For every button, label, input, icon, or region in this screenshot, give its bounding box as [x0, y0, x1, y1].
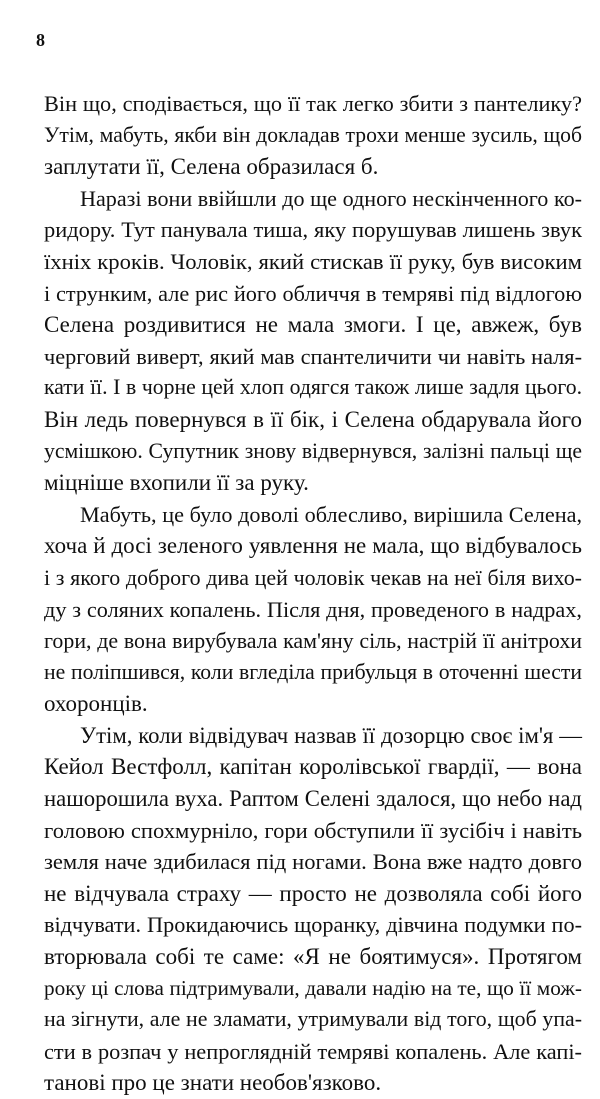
- text-line: танові про це знати необов'язково.: [44, 1070, 382, 1096]
- paragraph: [44, 183, 582, 499]
- text-line: ридору. Тут панувала тиша, яку порушував лишень звук: [44, 217, 582, 243]
- text-line: заплутати її, Селена образилася б.: [44, 154, 379, 180]
- text-line: на зігнути, але не зламати, утримували від того, щоб упа-: [44, 1007, 582, 1032]
- text-line: року ці слова підтримували, давали надію на те, що її мож-: [44, 975, 582, 1000]
- text-line: Утім, коли відвідувач назвав її дозорцю своє ім'я —: [80, 722, 582, 748]
- text-line: не відчувала страху — просто не дозволяла собі його: [44, 880, 582, 906]
- text-line: їхніх кроків. Чоловік, який стискав її руку, був високим: [44, 248, 582, 274]
- text-line: сти в розпач у непроглядній темряві копалень. Але капі-: [44, 1038, 582, 1064]
- text-line: і з якого доброго дива цей чоловік чекав на неї біля вихо-: [44, 564, 582, 590]
- text-line: нашорошила вуха. Раптом Селені здалося, що небо над: [44, 786, 582, 812]
- paragraph: [44, 499, 582, 720]
- body-text: [44, 88, 582, 1099]
- text-line: Він ледь повернувся в її бік, і Селена обдарувала його: [44, 406, 582, 432]
- text-line: усмішкою. Супутник знову відвернувся, залізні пальці ще: [44, 438, 582, 463]
- text-line: Мабуть, це було доволі облесливо, вирішила Селена,: [80, 501, 582, 527]
- text-line: Наразі вони ввійшли до ще одного нескінченного ко-: [80, 185, 582, 211]
- text-line: охоронців.: [44, 691, 148, 717]
- text-line: міцніше вхопили її за руку.: [44, 470, 309, 496]
- text-line: відчувати. Прокидаючись щоранку, дівчина подумки по-: [44, 912, 582, 938]
- text-line: черговий виверт, який мав спантеличити чи навіть наля-: [44, 343, 582, 369]
- text-line: вторювала собі те саме: «Я не боятимуся». Протягом: [44, 944, 582, 970]
- text-line: кати її. І в чорне цей хлоп одягся також лише задля цього.: [44, 375, 582, 400]
- text-line: Селена роздивитися не мала змоги. І це, авжеж, був: [44, 312, 582, 338]
- text-line: головою спохмурніло, гори обступили її зусібіч і навіть: [44, 817, 582, 843]
- text-line: хоча й досі зеленого уявлення не мала, що відбувалось: [44, 533, 582, 559]
- text-line: Утім, мабуть, якби він докладав трохи менше зусиль, щоб: [44, 122, 582, 147]
- text-line: Він що, сподівається, що її так легко збити з пантелику?: [44, 91, 582, 116]
- text-line: не поліпшився, коли вгледіла прибульця в оточенні шести: [44, 659, 582, 684]
- text-line: ду з соляних копалень. Після дня, проведеного в надрах,: [44, 596, 582, 622]
- page-number: 8: [36, 30, 45, 50]
- text-line: земля наче здибилася під ногами. Вона вже надто довго: [44, 849, 582, 875]
- paragraph: [44, 720, 582, 1099]
- text-line: Кейол Вестфолл, капітан королівської гвардії, — вона: [44, 754, 582, 780]
- paragraph: [44, 88, 582, 183]
- text-line: гори, де вона вирубувала кам'яну сіль, настрій її анітрохи: [44, 628, 582, 654]
- text-line: і струнким, але рис його обличчя в темряві під відлогою: [44, 280, 582, 306]
